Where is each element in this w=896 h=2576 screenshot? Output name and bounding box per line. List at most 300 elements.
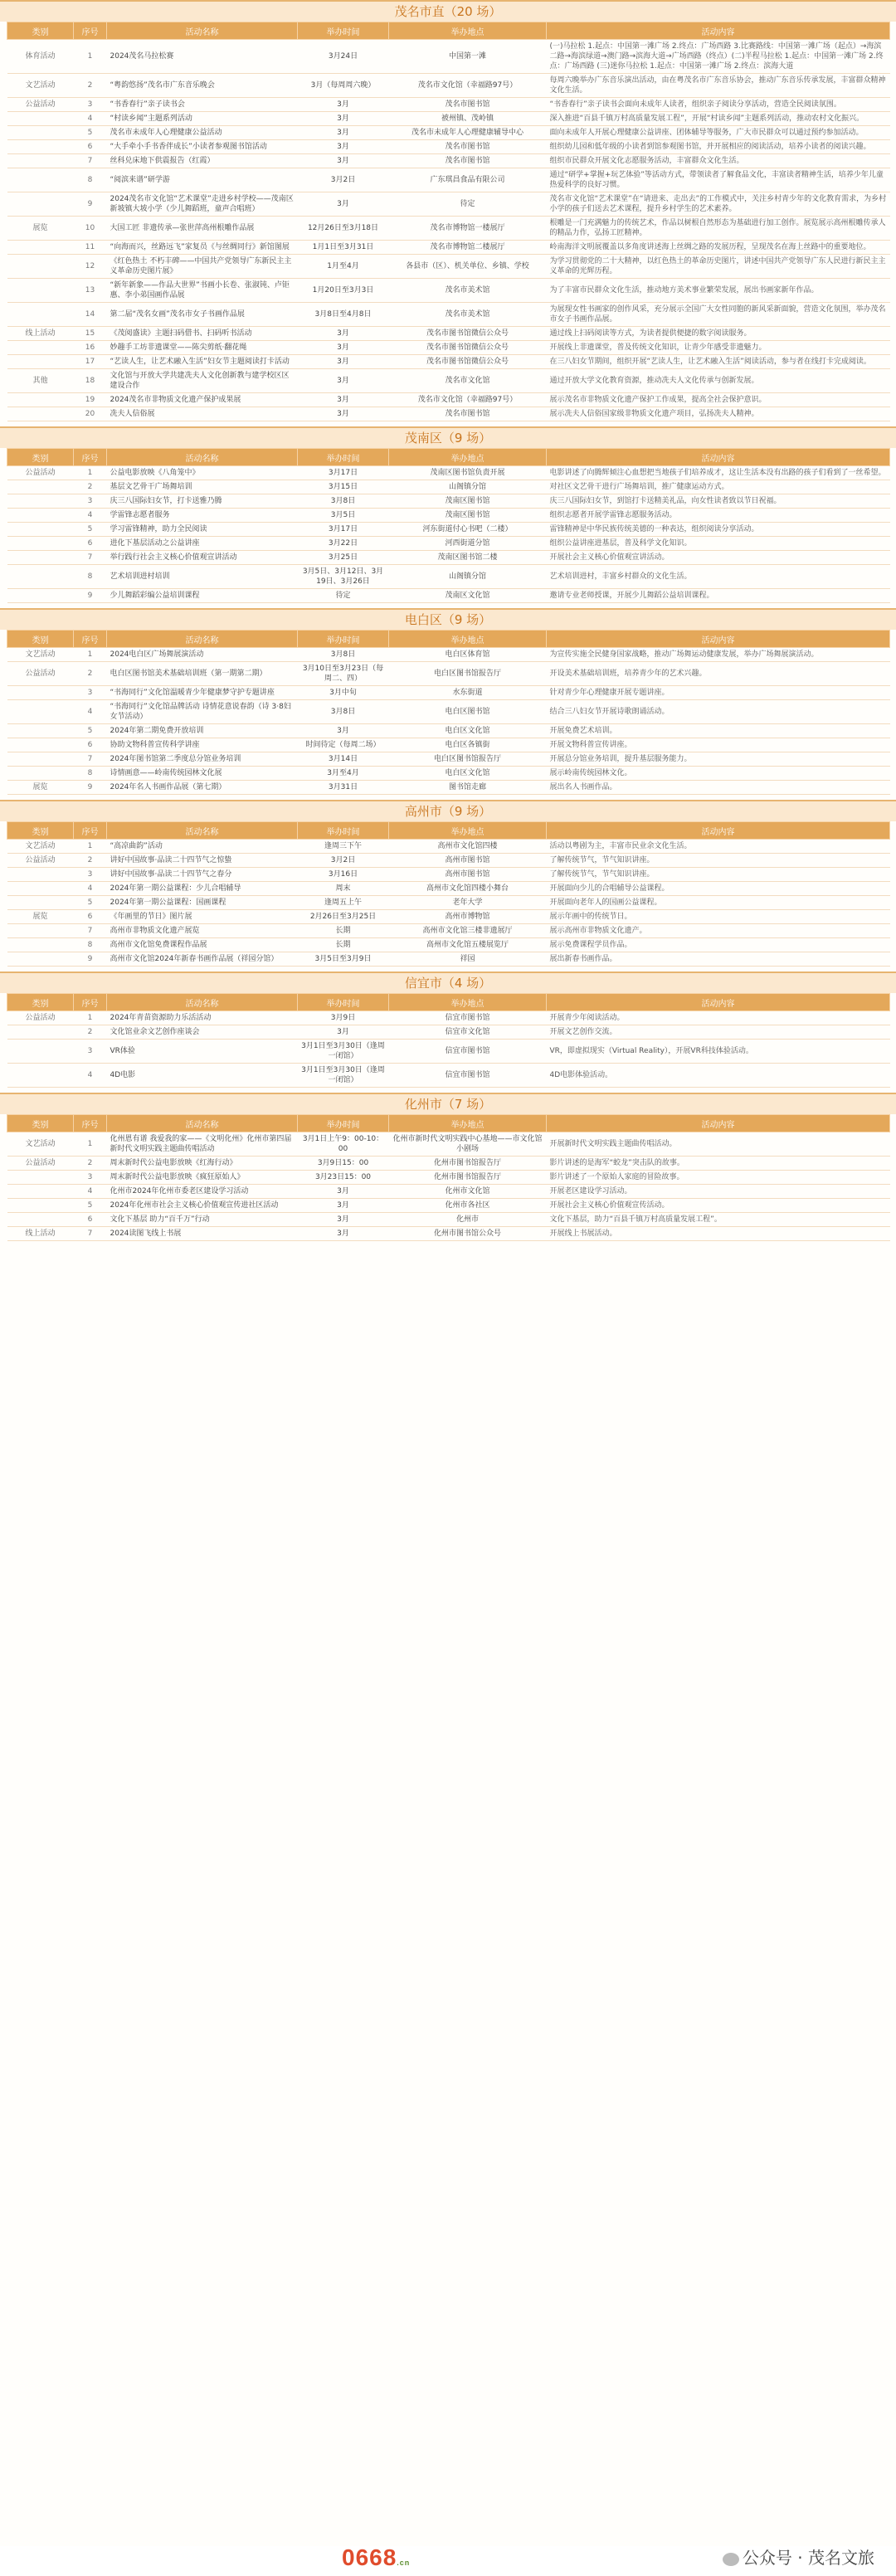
section-title: 信宜市（4 场） bbox=[0, 971, 896, 993]
content-cell: 文化下基层，助力“百县千镇万村高质量发展工程”。 bbox=[547, 1213, 890, 1227]
number-cell: 13 bbox=[74, 279, 107, 303]
category-cell bbox=[7, 551, 74, 565]
logo-suffix: .cn bbox=[397, 2559, 411, 2567]
section-title: 高州市（9 场） bbox=[0, 800, 896, 821]
category-cell: 线上活动 bbox=[7, 327, 74, 341]
location-cell: 图书馆走廊 bbox=[389, 781, 547, 795]
number-cell: 6 bbox=[74, 1213, 107, 1227]
time-cell: 3月8日 bbox=[298, 494, 389, 509]
content-cell: 展示茂名市非物质文化遗产保护工作成果，提高全社会保护意识。 bbox=[547, 393, 890, 407]
column-header: 举办时间 bbox=[298, 631, 389, 648]
content-cell: 展出新春书画作品。 bbox=[547, 952, 890, 967]
location-cell: 信宜市图书馆 bbox=[389, 1064, 547, 1088]
number-cell: 2 bbox=[74, 1157, 107, 1171]
table-row bbox=[7, 1011, 890, 1025]
content-cell: 展示冼夫人信俗国家级非物质文化遗产项目，弘扬冼夫人精神。 bbox=[547, 407, 890, 421]
activity-name-cell: 艺术培训进村培训 bbox=[107, 565, 298, 589]
time-cell: 周末 bbox=[298, 882, 389, 896]
number-cell: 14 bbox=[74, 303, 107, 327]
activity-name-cell: 2024年第一期公益课程：国画课程 bbox=[107, 896, 298, 910]
content-cell: “书香春行”亲子读书会面向未成年人读者，组织亲子阅读分享活动，营造全民阅读氛围。 bbox=[547, 98, 890, 112]
time-cell: 3月 bbox=[298, 341, 389, 355]
time-cell: 1月1日至3月31日 bbox=[298, 241, 389, 255]
time-cell: 1月20日至3月3日 bbox=[298, 279, 389, 303]
category-cell: 展览 bbox=[7, 217, 74, 241]
content-cell: 开展新时代文明实践主题曲传唱活动。 bbox=[547, 1132, 890, 1157]
time-cell: 逢周三下午 bbox=[298, 840, 389, 854]
time-cell: 3月（每周周六晚） bbox=[298, 74, 389, 98]
number-cell: 20 bbox=[74, 407, 107, 421]
table-row bbox=[7, 279, 890, 303]
activity-name-cell: 4D电影 bbox=[107, 1064, 298, 1088]
table-row bbox=[7, 341, 890, 355]
content-cell: 开展面向老年人的国画公益课程。 bbox=[547, 896, 890, 910]
table-row bbox=[7, 1185, 890, 1199]
time-cell: 3月5日至3月9日 bbox=[298, 952, 389, 967]
number-cell: 6 bbox=[74, 140, 107, 154]
section-title: 茂名市直（20 场） bbox=[0, 0, 896, 22]
content-cell: 雷锋精神是中华民族传统美德的一种表达，组织阅读分享活动。 bbox=[547, 523, 890, 537]
time-cell: 3月22日 bbox=[298, 537, 389, 551]
activity-name-cell: 文化馆业余文艺创作座谈会 bbox=[107, 1025, 298, 1040]
category-cell: 文艺活动 bbox=[7, 74, 74, 98]
column-header: 序号 bbox=[74, 822, 107, 840]
category-cell bbox=[7, 140, 74, 154]
category-cell: 线上活动 bbox=[7, 1227, 74, 1241]
category-cell bbox=[7, 738, 74, 752]
content-cell: 为了丰富市民群众文化生活，推动地方美术事业繁荣发展，展出书画家新年作品。 bbox=[547, 279, 890, 303]
location-cell: 电白区图书馆报告厅 bbox=[389, 752, 547, 767]
column-header: 举办时间 bbox=[298, 449, 389, 466]
category-cell bbox=[7, 537, 74, 551]
schedule-table bbox=[7, 22, 890, 421]
category-cell bbox=[7, 700, 74, 724]
table-row bbox=[7, 241, 890, 255]
content-cell: 通过“研学+掌握+玩艺体验”等活动方式，带领读者了解食品文化，丰富读者精神生活，培养少年儿童热爱科学的良好习惯。 bbox=[547, 168, 890, 192]
location-cell: 待定 bbox=[389, 192, 547, 217]
location-cell: 茂南区图书馆负责开展 bbox=[389, 466, 547, 480]
column-header: 类别 bbox=[7, 994, 74, 1011]
location-cell: 高州市文化馆五楼展览厅 bbox=[389, 938, 547, 952]
content-cell: 开展社会主义核心价值观宣讲活动。 bbox=[547, 551, 890, 565]
table-row bbox=[7, 724, 890, 738]
schedule-table bbox=[7, 821, 890, 967]
category-cell: 展览 bbox=[7, 781, 74, 795]
table-row bbox=[7, 494, 890, 509]
location-cell: 祥园 bbox=[389, 952, 547, 967]
number-cell: 2 bbox=[74, 74, 107, 98]
content-cell: 电影讲述了向腾辉倾注心血想把当地孩子们培养成才，这让生活本没有出路的孩子们看到了一丝希望。 bbox=[547, 466, 890, 480]
column-header: 活动内容 bbox=[547, 1115, 890, 1132]
activity-name-cell: 诗情画意——岭南传统园林文化展 bbox=[107, 767, 298, 781]
activity-name-cell: 2024电白区广场舞展演活动 bbox=[107, 648, 298, 662]
number-cell: 7 bbox=[74, 154, 107, 168]
number-cell: 2 bbox=[74, 480, 107, 494]
time-cell: 待定 bbox=[298, 589, 389, 603]
content-cell: 庆三八国际妇女节，到馆打卡送精美礼品，向女性读者致以节日祝福。 bbox=[547, 494, 890, 509]
time-cell: 3月 bbox=[298, 393, 389, 407]
table-row bbox=[7, 1132, 890, 1157]
category-cell: 公益活动 bbox=[7, 98, 74, 112]
content-cell: 面向未成年人开展心理健康公益讲座、团体辅导等服务，广大市民群众可以通过预约参加活动。 bbox=[547, 126, 890, 140]
table-row bbox=[7, 648, 890, 662]
time-cell: 3月5日、3月12日、3月19日、3月26日 bbox=[298, 565, 389, 589]
column-header: 序号 bbox=[74, 449, 107, 466]
number-cell: 11 bbox=[74, 241, 107, 255]
number-cell: 4 bbox=[74, 509, 107, 523]
table-row bbox=[7, 255, 890, 279]
table-row bbox=[7, 854, 890, 868]
activity-name-cell: 文化下基层 助力“百千万”行动 bbox=[107, 1213, 298, 1227]
table-row bbox=[7, 840, 890, 854]
location-cell: 化州市文化馆 bbox=[389, 1185, 547, 1199]
time-cell: 2月26日至3月25日 bbox=[298, 910, 389, 924]
content-cell: 邀请专业老师授课，开展少儿舞蹈公益培训课程。 bbox=[547, 589, 890, 603]
content-cell: 了解传统节气，节气知识讲座。 bbox=[547, 868, 890, 882]
activity-name-cell: “向海而兴，丝路远飞”家复员《与丝绸同行》新馆图展 bbox=[107, 241, 298, 255]
content-cell: 展示免费课程学员作品。 bbox=[547, 938, 890, 952]
activity-name-cell: 2024年第二期免费开放培训 bbox=[107, 724, 298, 738]
activity-name-cell: “艺读人生，让艺术融入生活”妇女节主题阅读打卡活动 bbox=[107, 355, 298, 369]
time-cell: 3月5日 bbox=[298, 509, 389, 523]
column-header: 类别 bbox=[7, 449, 74, 466]
column-header: 活动内容 bbox=[547, 631, 890, 648]
number-cell: 6 bbox=[74, 537, 107, 551]
site-logo[interactable] bbox=[342, 2544, 410, 2571]
location-cell: 电白区各镇街 bbox=[389, 738, 547, 752]
table-header-row bbox=[7, 822, 890, 840]
location-cell: 山阁镇分馆 bbox=[389, 480, 547, 494]
column-header: 序号 bbox=[74, 1115, 107, 1132]
category-cell bbox=[7, 724, 74, 738]
table-row bbox=[7, 1199, 890, 1213]
content-cell: 开展老区建设学习活动。 bbox=[547, 1185, 890, 1199]
time-cell: 3月9日 bbox=[298, 1011, 389, 1025]
number-cell: 7 bbox=[74, 924, 107, 938]
table-row bbox=[7, 126, 890, 140]
content-cell: 开展总分馆业务培训，提升基层服务能力。 bbox=[547, 752, 890, 767]
table-row bbox=[7, 327, 890, 341]
number-cell: 15 bbox=[74, 327, 107, 341]
table-row bbox=[7, 767, 890, 781]
table-row bbox=[7, 393, 890, 407]
time-cell: 3月25日 bbox=[298, 551, 389, 565]
time-cell: 3月8日至4月8日 bbox=[298, 303, 389, 327]
column-header: 活动内容 bbox=[547, 449, 890, 466]
number-cell: 7 bbox=[74, 752, 107, 767]
category-cell bbox=[7, 494, 74, 509]
location-cell: 化州市新时代文明实践中心基地——市文化馆小剧场 bbox=[389, 1132, 547, 1157]
table-row bbox=[7, 924, 890, 938]
activity-name-cell: 周末新时代公益电影放映《红海行动》 bbox=[107, 1157, 298, 1171]
location-cell: 茂名市文化馆（幸福路97号） bbox=[389, 74, 547, 98]
time-cell: 3月 bbox=[298, 1185, 389, 1199]
content-cell: 展示高州市非物质文化遗产。 bbox=[547, 924, 890, 938]
number-cell: 2 bbox=[74, 662, 107, 686]
location-cell: 茂名市图书馆 bbox=[389, 407, 547, 421]
content-cell: 开设美术基础培训班，培养青少年的艺术兴趣。 bbox=[547, 662, 890, 686]
table-row bbox=[7, 192, 890, 217]
logo-text: 0668 bbox=[342, 2544, 397, 2570]
category-cell bbox=[7, 1025, 74, 1040]
table-row bbox=[7, 537, 890, 551]
location-cell: 茂名市图书馆微信公众号 bbox=[389, 341, 547, 355]
number-cell: 18 bbox=[74, 369, 107, 393]
time-cell: 3月15日 bbox=[298, 480, 389, 494]
activity-name-cell: “粤韵悠扬”茂名市广东音乐晚会 bbox=[107, 74, 298, 98]
location-cell: 茂名市未成年人心理健康辅导中心 bbox=[389, 126, 547, 140]
table-row bbox=[7, 369, 890, 393]
time-cell: 3月24日 bbox=[298, 40, 389, 74]
time-cell: 3月 bbox=[298, 126, 389, 140]
activity-name-cell: “大手牵小手书香伴成长”小读者参观图书馆活动 bbox=[107, 140, 298, 154]
number-cell: 8 bbox=[74, 938, 107, 952]
category-cell bbox=[7, 952, 74, 967]
column-header: 举办地点 bbox=[389, 22, 547, 40]
schedule-table bbox=[7, 448, 890, 603]
location-cell: 电白区图书馆报告厅 bbox=[389, 662, 547, 686]
location-cell: 茂名市图书馆微信公众号 bbox=[389, 327, 547, 341]
category-cell bbox=[7, 686, 74, 700]
wechat-icon bbox=[723, 2553, 739, 2566]
activity-name-cell: 2024年图书馆第二季度总分馆业务培训 bbox=[107, 752, 298, 767]
location-cell: 高州市文化馆四楼小舞台 bbox=[389, 882, 547, 896]
time-cell: 3月 bbox=[298, 1025, 389, 1040]
content-cell: 通过开放大学文化教育资源，推动冼夫人文化传承与创新发展。 bbox=[547, 369, 890, 393]
category-cell: 公益活动 bbox=[7, 1157, 74, 1171]
location-cell: 茂名市图书馆 bbox=[389, 98, 547, 112]
time-cell: 长期 bbox=[298, 938, 389, 952]
table-row bbox=[7, 781, 890, 795]
table-row bbox=[7, 1213, 890, 1227]
table-row bbox=[7, 154, 890, 168]
time-cell: 3月17日 bbox=[298, 523, 389, 537]
location-cell: 河东街道付心书吧（二楼） bbox=[389, 523, 547, 537]
time-cell: 3月 bbox=[298, 327, 389, 341]
time-cell: 3月 bbox=[298, 1213, 389, 1227]
number-cell: 1 bbox=[74, 466, 107, 480]
number-cell: 8 bbox=[74, 767, 107, 781]
activity-name-cell: 高州市非物质文化遗产展览 bbox=[107, 924, 298, 938]
category-cell: 其他 bbox=[7, 369, 74, 393]
location-cell: 高州市图书馆 bbox=[389, 868, 547, 882]
column-header: 活动名称 bbox=[107, 631, 298, 648]
column-header: 序号 bbox=[74, 22, 107, 40]
table-row bbox=[7, 938, 890, 952]
number-cell: 3 bbox=[74, 868, 107, 882]
column-header: 类别 bbox=[7, 22, 74, 40]
location-cell: 广东琪昌食品有限公司 bbox=[389, 168, 547, 192]
content-cell: 展示岭南传统园林文化。 bbox=[547, 767, 890, 781]
table-row bbox=[7, 523, 890, 537]
location-cell: 河西街道分馆 bbox=[389, 537, 547, 551]
table-row bbox=[7, 1040, 890, 1064]
activity-name-cell: “阅滨来谱”研学游 bbox=[107, 168, 298, 192]
category-cell: 文艺活动 bbox=[7, 840, 74, 854]
column-header: 举办时间 bbox=[298, 822, 389, 840]
content-cell: 根雕是一门充满魅力的传统艺术，作品以树根自然形态为基础进行加工创作。展览展示高州根雕传承人的精品力作，弘扬工匠精神。 bbox=[547, 217, 890, 241]
activity-name-cell: 2024茂名马拉松赛 bbox=[107, 40, 298, 74]
time-cell: 3月 bbox=[298, 192, 389, 217]
number-cell: 3 bbox=[74, 494, 107, 509]
activity-name-cell: 大国工匠 非遗传承—张世萍高州根雕作品展 bbox=[107, 217, 298, 241]
content-cell: 为宣传实施全民健身国家战略，推动广场舞运动健康发展，举办广场舞展演活动。 bbox=[547, 648, 890, 662]
location-cell: 茂南区图书馆 bbox=[389, 494, 547, 509]
number-cell: 2 bbox=[74, 854, 107, 868]
activity-name-cell: “书海同行”文化馆温暖青少年健康梦守护专题讲座 bbox=[107, 686, 298, 700]
number-cell: 6 bbox=[74, 738, 107, 752]
location-cell: 茂名市文化馆 bbox=[389, 369, 547, 393]
location-cell: 高州市文化馆三楼非遗展厅 bbox=[389, 924, 547, 938]
category-cell bbox=[7, 868, 74, 882]
activity-name-cell: 2024年第一期公益课程：少儿合唱辅导 bbox=[107, 882, 298, 896]
column-header: 举办时间 bbox=[298, 1115, 389, 1132]
category-cell: 公益活动 bbox=[7, 466, 74, 480]
time-cell: 3月1日上午9：00-10：00 bbox=[298, 1132, 389, 1157]
number-cell: 3 bbox=[74, 98, 107, 112]
table-row bbox=[7, 896, 890, 910]
category-cell: 公益活动 bbox=[7, 662, 74, 686]
content-cell: 影片讲述的是海军“蛟龙”突击队的故事。 bbox=[547, 1157, 890, 1171]
table-row bbox=[7, 112, 890, 126]
table-row bbox=[7, 565, 890, 589]
activity-name-cell: 学雷锋志愿者服务 bbox=[107, 509, 298, 523]
category-cell bbox=[7, 112, 74, 126]
time-cell: 3月 bbox=[298, 724, 389, 738]
activity-name-cell: “书海同行”文化馆品牌活动 诗情花意说春韵（诗 3·8妇女节活动） bbox=[107, 700, 298, 724]
table-row bbox=[7, 686, 890, 700]
category-cell: 展览 bbox=[7, 910, 74, 924]
footer bbox=[0, 2546, 896, 2576]
column-header: 活动内容 bbox=[547, 22, 890, 40]
activity-name-cell: 协助文物科普宣传科学讲座 bbox=[107, 738, 298, 752]
content-cell: 开展线上书展活动。 bbox=[547, 1227, 890, 1241]
location-cell: 高州市博物馆 bbox=[389, 910, 547, 924]
table-row bbox=[7, 1171, 890, 1185]
column-header: 活动内容 bbox=[547, 994, 890, 1011]
category-cell bbox=[7, 1213, 74, 1227]
number-cell: 4 bbox=[74, 882, 107, 896]
time-cell: 3月 bbox=[298, 98, 389, 112]
table-row bbox=[7, 98, 890, 112]
schedule-table bbox=[7, 1114, 890, 1241]
content-cell: 开展免费艺术培训。 bbox=[547, 724, 890, 738]
time-cell: 1月至4月 bbox=[298, 255, 389, 279]
table-row bbox=[7, 700, 890, 724]
location-cell: 信宜市图书馆 bbox=[389, 1011, 547, 1025]
number-cell: 9 bbox=[74, 781, 107, 795]
category-cell bbox=[7, 1171, 74, 1185]
content-cell: 每周六晚举办广东音乐演出活动，由在粤茂名市广东音乐协会，推动广东音乐传承发展，丰富群众精神文化生活。 bbox=[547, 74, 890, 98]
number-cell: 10 bbox=[74, 217, 107, 241]
location-cell: 被州镇、茂岭镇 bbox=[389, 112, 547, 126]
number-cell: 5 bbox=[74, 724, 107, 738]
activity-name-cell: 《红色热土 不朽丰碑——中国共产党领导广东新民主主义革命历史图片展》 bbox=[107, 255, 298, 279]
table-row bbox=[7, 752, 890, 767]
content-cell: 艺术培训进村，丰富乡村群众的文化生活。 bbox=[547, 565, 890, 589]
content-cell: 结合三八妇女节开展诗歌朗诵活动。 bbox=[547, 700, 890, 724]
content-cell: 茂名市文化馆“艺术课堂”在“请进来、走出去”的工作模式中，关注乡村青少年的文化教育需求，为乡村小学的孩子们送去艺术课程，提升乡村学生的艺术素养。 bbox=[547, 192, 890, 217]
activity-name-cell: 高州市文化馆2024年新春书画作品展（祥园分馆） bbox=[107, 952, 298, 967]
column-header: 活动名称 bbox=[107, 449, 298, 466]
number-cell: 19 bbox=[74, 393, 107, 407]
number-cell: 12 bbox=[74, 255, 107, 279]
category-cell: 公益活动 bbox=[7, 854, 74, 868]
table-row bbox=[7, 738, 890, 752]
number-cell: 4 bbox=[74, 112, 107, 126]
time-cell: 3月2日 bbox=[298, 168, 389, 192]
number-cell: 3 bbox=[74, 686, 107, 700]
number-cell: 9 bbox=[74, 589, 107, 603]
activity-name-cell: 庆三八国际妇女节，打卡送雅乃腾 bbox=[107, 494, 298, 509]
number-cell: 5 bbox=[74, 1199, 107, 1213]
activity-name-cell: 周末新时代公益电影放映《疯狂原始人》 bbox=[107, 1171, 298, 1185]
number-cell: 1 bbox=[74, 1132, 107, 1157]
column-header: 活动名称 bbox=[107, 22, 298, 40]
column-header: 序号 bbox=[74, 631, 107, 648]
content-cell: 深入推进“百县千镇万村高质量发展工程”，开展“村读乡闻”主题系列活动，推动农村文化振兴。 bbox=[547, 112, 890, 126]
activity-name-cell: 《年画里的节日》图片展 bbox=[107, 910, 298, 924]
location-cell: 中国第一滩 bbox=[389, 40, 547, 74]
table-row bbox=[7, 74, 890, 98]
table-row bbox=[7, 589, 890, 603]
location-cell: 茂名市文化馆（幸福路97号） bbox=[389, 393, 547, 407]
time-cell: 3月9日15：00 bbox=[298, 1157, 389, 1171]
category-cell bbox=[7, 767, 74, 781]
time-cell: 3月 bbox=[298, 140, 389, 154]
time-cell: 3月17日 bbox=[298, 466, 389, 480]
activity-name-cell: 公益电影放映《八角笼中》 bbox=[107, 466, 298, 480]
content-cell: VR，即虚拟现实（Virtual Reality），开展VR科技体验活动。 bbox=[547, 1040, 890, 1064]
content-cell: 为展现女性书画家的创作风采，充分展示全国广大女性同胞的新风采新面貌，营造文化氛围，举办茂名市女子书画作品展。 bbox=[547, 303, 890, 327]
time-cell: 3月 bbox=[298, 1199, 389, 1213]
activity-name-cell: 少儿舞蹈彩编公益培训课程 bbox=[107, 589, 298, 603]
location-cell: 茂南区文化馆 bbox=[389, 589, 547, 603]
time-cell: 3月10日至3月23日（每周二、四） bbox=[298, 662, 389, 686]
content-cell: 开展青少年阅读活动。 bbox=[547, 1011, 890, 1025]
column-header: 活动名称 bbox=[107, 822, 298, 840]
column-header: 举办地点 bbox=[389, 631, 547, 648]
location-cell: 电白区图书馆 bbox=[389, 700, 547, 724]
activity-name-cell: 讲好中国故事·品读二十四节气之春分 bbox=[107, 868, 298, 882]
location-cell: 化州市图书馆公众号 bbox=[389, 1227, 547, 1241]
location-cell: 高州市图书馆 bbox=[389, 854, 547, 868]
location-cell: 化州市图书馆报告厅 bbox=[389, 1171, 547, 1185]
category-cell: 文艺活动 bbox=[7, 1132, 74, 1157]
time-cell: 3月 bbox=[298, 369, 389, 393]
content-cell: 组织公益讲座进基层，普及科学文化知识。 bbox=[547, 537, 890, 551]
location-cell: 山阁镇分馆 bbox=[389, 565, 547, 589]
column-header: 举办地点 bbox=[389, 822, 547, 840]
number-cell: 1 bbox=[74, 40, 107, 74]
table-row bbox=[7, 217, 890, 241]
activity-name-cell: 《茂阅盛读》主题扫码借书、扫码听书活动 bbox=[107, 327, 298, 341]
activity-name-cell: “新年新象——作品大世界”书画小长卷、张淑钝、卢钜惠、李小弟国画作品展 bbox=[107, 279, 298, 303]
number-cell: 8 bbox=[74, 565, 107, 589]
column-header: 举办时间 bbox=[298, 22, 389, 40]
table-row bbox=[7, 882, 890, 896]
table-row bbox=[7, 40, 890, 74]
table-row bbox=[7, 910, 890, 924]
activity-name-cell: 2024读图飞线上书展 bbox=[107, 1227, 298, 1241]
table-row bbox=[7, 1064, 890, 1088]
number-cell: 1 bbox=[74, 840, 107, 854]
number-cell: 5 bbox=[74, 523, 107, 537]
table-header-row bbox=[7, 631, 890, 648]
category-cell bbox=[7, 393, 74, 407]
number-cell: 7 bbox=[74, 1227, 107, 1241]
time-cell: 3月23日15：00 bbox=[298, 1171, 389, 1185]
